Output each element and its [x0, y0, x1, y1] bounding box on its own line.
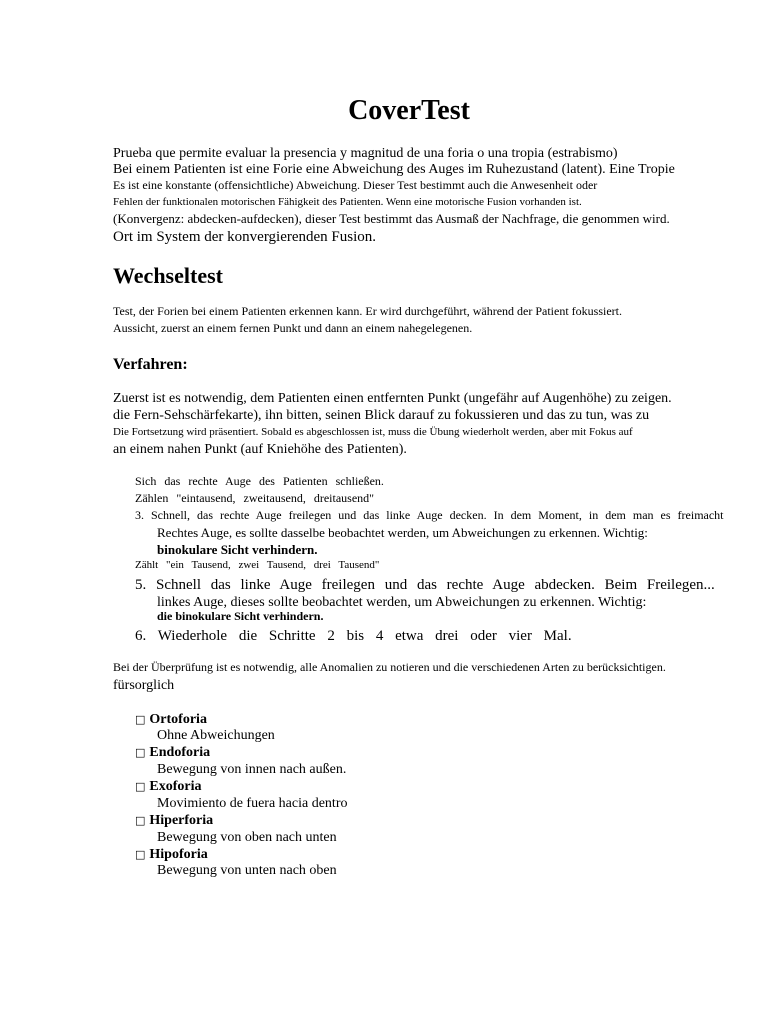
step-5: 5. Schnell das linke Auge freilegen und das rechte Auge abdecken. Beim Freilegen...	[135, 577, 715, 593]
step-6: 6. Wiederhole die Schritte 2 bis 4 etwa drei oder vier Mal.	[135, 628, 572, 644]
step-3-continued: Rechtes Auge, es sollte dasselbe beobachtet werden, um Abweichungen zu erkennen. Wichtig:	[157, 525, 648, 540]
intro-line-3: Es ist eine konstante (offensichtliche) Abweichung. Dieser Test bestimmt auch die Anwesenheit oder	[113, 178, 598, 192]
intro-line-6: Ort im System der konvergierenden Fusion.	[113, 229, 377, 245]
step-5-continued: linkes Auge, dieses sollte beobachtet werden, um Abweichungen zu erkennen. Wichtig:	[157, 595, 647, 610]
checkbox-square-icon: □	[135, 848, 146, 861]
section-intro-line-2: Aussicht, zuerst an einem fernen Punkt und dann an einem nahegelegenen.	[113, 321, 473, 335]
type-item-hipoforia	[135, 847, 208, 863]
procedure-line-4: an einem nahen Punkt (auf Kniehöhe des Patienten).	[113, 442, 407, 457]
type-name: Exoforia	[149, 779, 202, 794]
type-name: Endoforia	[149, 745, 211, 760]
type-name: Hiperforia	[149, 813, 214, 828]
intro-line-1: Prueba que permite evaluar la presencia y magnitud de una foria o una tropia (estrabismo)	[113, 146, 618, 161]
intro-line-4: Fehlen der funktionalen motorischen Fähigkeit des Patienten. Wenn eine motorische Fusion vorhanden ist.	[113, 196, 582, 208]
checkbox-square-icon: □	[135, 780, 146, 793]
type-item-exoforia	[135, 779, 202, 795]
step-5-important: die binokulare Sicht verhindern.	[157, 609, 324, 623]
procedure-line-3: Die Fortsetzung wird präsentiert. Sobald es abgeschlossen ist, muss die Übung wiederholt werden, aber mit Fokus auf	[113, 426, 633, 438]
type-name: Hipoforia	[149, 847, 208, 862]
step-2: Zählen "eintausend, zweitausend, dreitausend"	[135, 491, 375, 505]
procedure-line-2: die Fern-Sehschärfekarte), ihn bitten, seinen Blick darauf zu fokussieren und das zu tun, was zu	[113, 408, 650, 423]
type-desc: Bewegung von unten nach oben	[157, 863, 337, 878]
intro-line-5: (Konvergenz: abdecken-aufdecken), dieser Test bestimmt das Ausmaß der Nachfrage, die genommen wird.	[113, 211, 670, 226]
review-line-2: fürsorglich	[113, 678, 175, 693]
type-name: Ortoforia	[149, 712, 207, 727]
review-line-1: Bei der Überprüfung ist es notwendig, alle Anomalien zu notieren und die verschiedenen Arten zu berücksichtigen.	[113, 660, 666, 674]
checkbox-square-icon: □	[135, 746, 146, 759]
procedure-line-1: Zuerst ist es notwendig, dem Patienten einen entfernten Punkt (ungefähr auf Augenhöhe) zu zeigen.	[113, 391, 672, 406]
step-4: Zählt "ein Tausend, zwei Tausend, drei Tausend"	[135, 559, 380, 571]
section-intro-line-1: Test, der Forien bei einem Patienten erkennen kann. Er wird durchgeführt, während der Patient fokussiert.	[113, 304, 622, 318]
step-1: Sich das rechte Auge des Patienten schließen.	[135, 474, 384, 488]
step-3: 3. Schnell, das rechte Auge freilegen und das linke Auge decken. In dem Moment, in dem man es freimacht	[135, 508, 724, 522]
section-title: Wechseltest	[113, 263, 223, 288]
type-desc: Bewegung von innen nach außen.	[157, 762, 347, 777]
type-item-hiperforia	[135, 813, 213, 829]
procedure-title: Verfahren:	[113, 356, 188, 373]
checkbox-square-icon: □	[135, 814, 146, 827]
intro-line-2: Bei einem Patienten ist eine Forie eine Abweichung des Auges im Ruhezustand (latent). Eine Tropie	[113, 162, 675, 177]
type-desc: Movimiento de fuera hacia dentro	[157, 796, 348, 811]
step-3-important: binokulare Sicht verhindern.	[157, 542, 318, 557]
type-desc: Bewegung von oben nach unten	[157, 830, 337, 845]
page-title: CoverTest	[348, 95, 470, 126]
type-item-ortoforia	[135, 712, 207, 728]
type-desc: Ohne Abweichungen	[157, 728, 275, 743]
type-item-endoforia	[135, 745, 210, 761]
checkbox-square-icon: □	[135, 713, 146, 726]
